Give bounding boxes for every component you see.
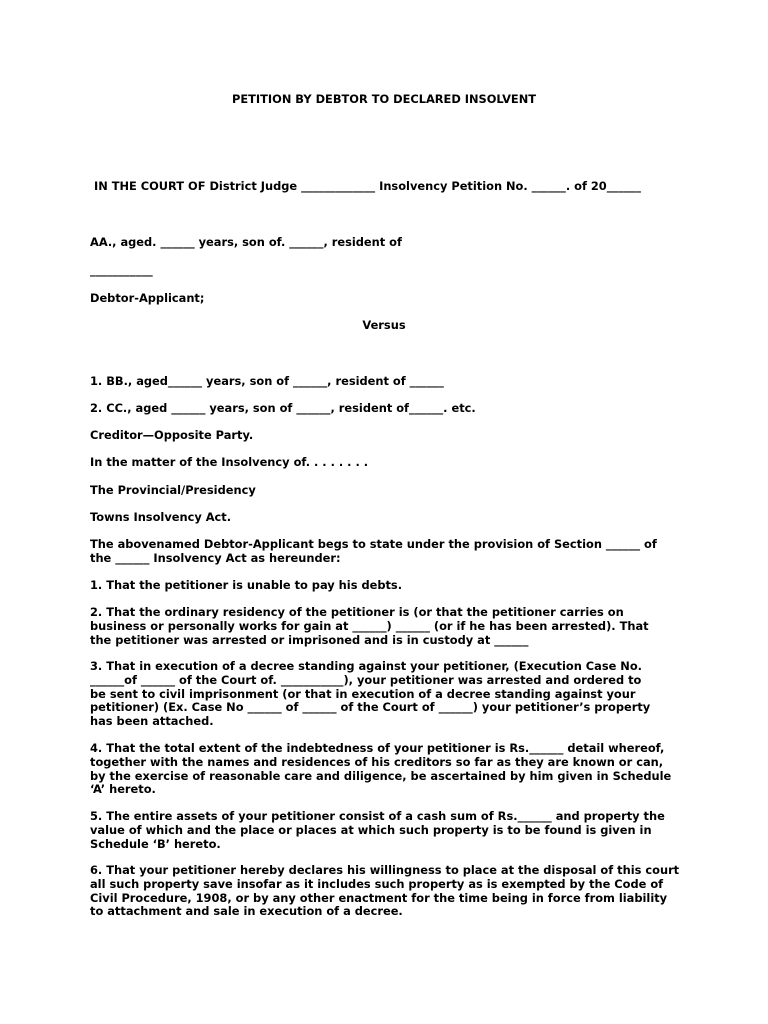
applicant-line: AA., aged. ______ years, son of. ______, resident of: [90, 235, 402, 249]
clause-6-line: to attachment and sale in execution of a decree.: [90, 904, 403, 919]
clause-5-line: Schedule ‘B’ hereto.: [90, 836, 221, 851]
debtor-applicant-label: Debtor-Applicant;: [90, 291, 205, 305]
clause-5-line: value of which and the place or places at which such property is to be found is given in: [90, 822, 652, 837]
clause-3-line: be sent to civil imprisonment (or that in execution of a decree standing against your: [90, 686, 636, 701]
document-title: PETITION BY DEBTOR TO DECLARED INSOLVENT: [231, 92, 536, 106]
intro-line: The abovenamed Debtor-Applicant begs to state under the provision of Section ______ of: [90, 537, 657, 551]
clause-3-line: has been attached.: [90, 714, 214, 729]
clause-2-line: business or personally works for gain at ______) ______ (or if he has been arrested). That: [90, 618, 649, 633]
clause-5-paragraph: [90, 810, 680, 851]
clause-4-line: by the exercise of reasonable care and diligence, be ascertained by him given in Schedule: [90, 768, 672, 783]
versus-label: Versus: [362, 318, 406, 332]
clause-2-paragraph: [90, 606, 680, 647]
clause-1-line: 1. That the petitioner is unable to pay his debts.: [90, 578, 403, 592]
intro-line: the ______ Insolvency Act as hereunder:: [90, 550, 341, 565]
act-line-2: Towns Insolvency Act.: [90, 510, 232, 524]
clause-3-line: petitioner) (Ex. Case No ______ of ______ of the Court of ______) your petitioner’s property: [90, 700, 651, 715]
act-line-1: The Provincial/Presidency: [90, 483, 256, 497]
clause-5-line: 5. The entire assets of your petitioner consist of a cash sum of Rs.______ and property the: [90, 809, 665, 823]
matter-line: In the matter of the Insolvency of. . . . . . . .: [90, 455, 369, 469]
clause-4-line: 4. That the total extent of the indebtedness of your petitioner is Rs.______ detail whereof,: [90, 741, 665, 755]
clause-4-paragraph: [90, 742, 680, 797]
applicant-residence-blank: ___________: [90, 263, 153, 277]
clause-2-line: the petitioner was arrested or imprisoned and is in custody at ______: [90, 632, 529, 647]
clause-3-line: 3. That in execution of a decree standing against your petitioner, (Execution Case No.: [90, 659, 642, 673]
party-1-line: 1. BB., aged______ years, son of ______, resident of ______: [90, 374, 444, 388]
party-2-line: 2. CC., aged ______ years, son of ______, resident of______. etc.: [90, 401, 476, 415]
clause-6-line: 6. That your petitioner hereby declares his willingness to place at the disposal of this court: [90, 863, 680, 877]
creditor-label: Creditor—Opposite Party.: [90, 428, 254, 442]
clause-6-paragraph: [90, 864, 680, 919]
clause-2-line: 2. That the ordinary residency of the petitioner is (or that the petitioner carries on: [90, 605, 624, 619]
clause-4-line: ‘A’ hereto.: [90, 782, 156, 797]
clause-4-line: together with the names and residences of his creditors so far as they are known or can,: [90, 754, 664, 769]
clause-3-line: ______of ______ of the Court of. ___________), your petitioner was arrested and ordered to: [90, 672, 642, 687]
clause-1-paragraph: [90, 579, 680, 593]
court-line: IN THE COURT OF District Judge _____________ Insolvency Petition No. ______. of 20______: [90, 179, 641, 193]
clause-6-line: all such property save insofar as it includes such property as is exempted by the Code of: [90, 876, 664, 891]
intro-paragraph: [90, 538, 680, 566]
clause-6-line: Civil Procedure, 1908, or by any other enactment for the time being in force from liability: [90, 890, 668, 905]
clause-3-paragraph: [90, 660, 680, 729]
